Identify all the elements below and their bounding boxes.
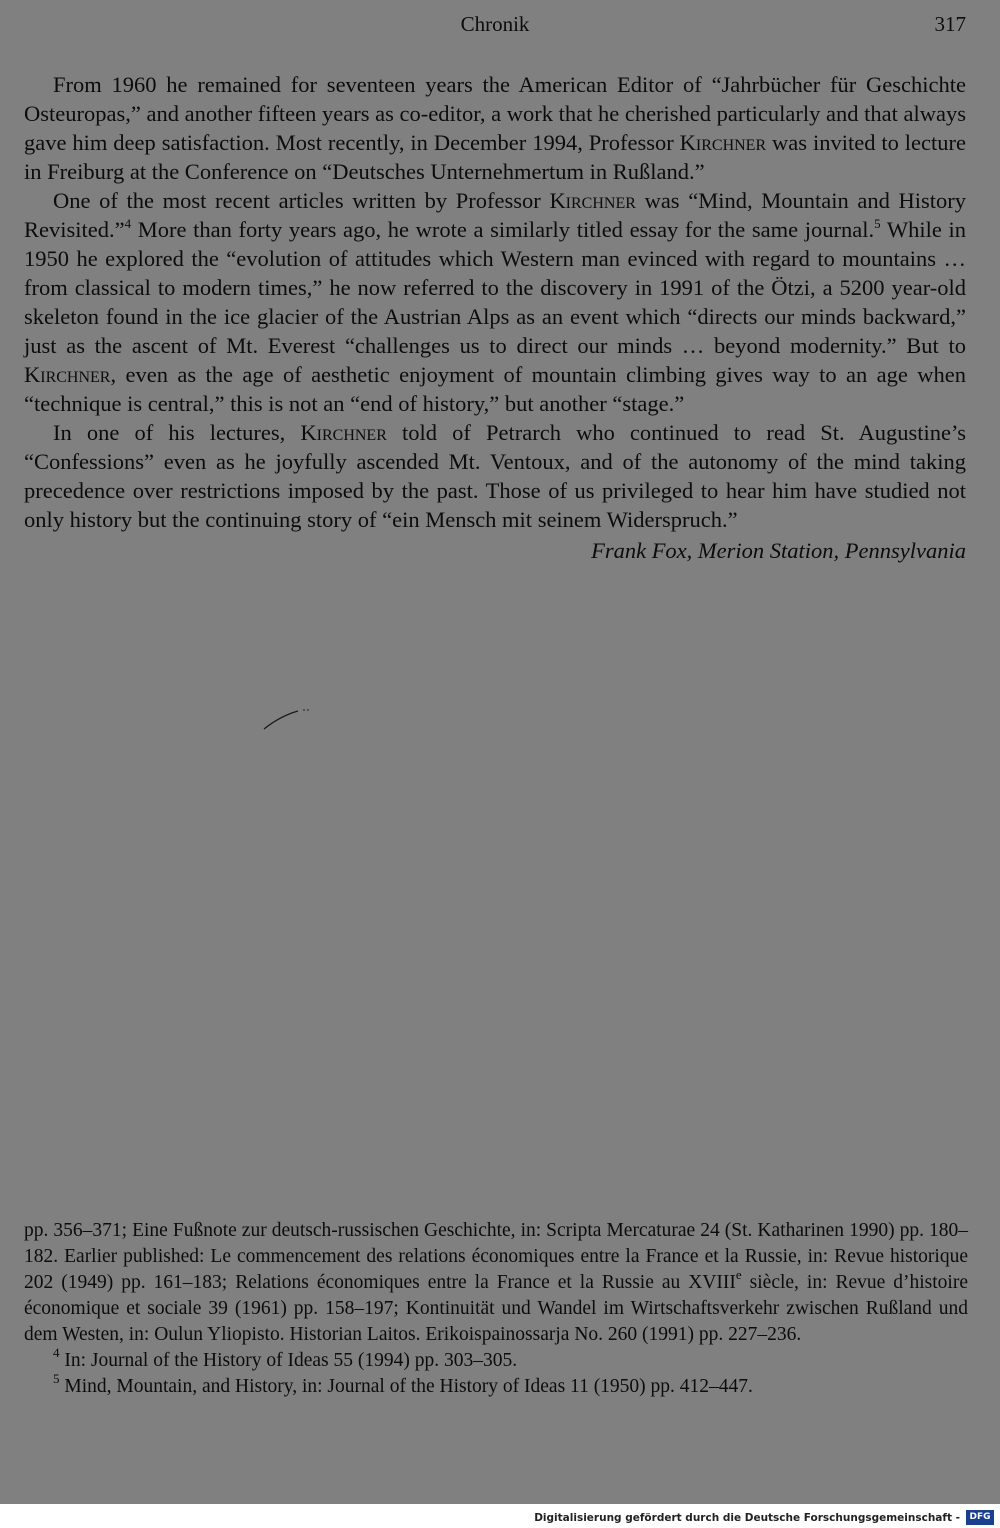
text-run: , even as the age of aesthetic enjoyment of mountain climbing gives way to an age when “technique is central,” this is not an “end of history,” but another “stage.”: [24, 362, 966, 416]
article-body: [24, 70, 966, 565]
running-head: Chronik: [460, 12, 530, 36]
page-header: [24, 12, 966, 42]
footer-bar: [0, 1504, 1000, 1528]
superscript: e: [735, 1267, 742, 1282]
footnote-text: In: Journal of the History of Ideas 55 (1994) pp. 303–305.: [59, 1350, 518, 1371]
author-name: Kirchner: [300, 420, 387, 445]
dfg-logo: DFG: [966, 1510, 994, 1525]
footnote-ref-4: 4: [124, 216, 132, 231]
footnote-ref-5: 5: [874, 216, 881, 231]
footnote-4: [24, 1345, 968, 1374]
text-run: While in 1950 he explored the “evolution of attitudes which Western man evinced with regard to mountains … from classical to modern times,” he now referred to the discovery in 1991 of the Ötzi, a 5200 year-old skeleton found in the ice glacier of the Austrian Alps as an event which “directs our minds backward,” just as the ascent of Mt. Everest “challenges us to direct our minds … beyond modernity.” But to: [24, 217, 966, 358]
signature: Frank Fox, Merion Station, Pennsylvania: [591, 538, 966, 563]
digitization-credit: Digitalisierung gefördert durch die Deutsche Forschungsgemeinschaft -: [534, 1512, 960, 1524]
text-run: pp. 356–371; Eine Fußnote zur deutsch-russischen Geschichte, in: Scripta Mercaturae 24 (St. Katharinen 1990) pp. 180–182. Earlier published: Le commencement des relations économiques entre la France et la Russie, in: Revue historique 202 (1949) pp. 161–183; Relations économiques entre la France et la Russie au XVIII: [24, 1220, 968, 1293]
footnote-marker: 5: [53, 1371, 60, 1386]
author-name: Kirchner: [24, 362, 111, 387]
text-run: One of the most recent articles written by Professor: [53, 188, 550, 213]
paragraph-3: [24, 418, 966, 534]
footnotes: [24, 1218, 968, 1400]
text-run: More than forty years ago, he wrote a similarly titled essay for the same journal.: [131, 217, 875, 242]
footnote-marker: 4: [53, 1345, 60, 1360]
author-name: Kirchner: [549, 188, 636, 213]
text-run: siècle, in: Revue d’histoire économique et sociale 39 (1961) pp. 158–197; Kontinuität und Wandel im Wirtschaftsverkehr zwischen Rußland und dem Westen, in: Oulun Yliopisto. Historian Laitos. Erikoispainossarja No. 260 (1991) pp. 227–236.: [24, 1272, 968, 1345]
text-run: From 1960 he remained for seventeen years the American Editor of “Jahrbücher für Geschichte Osteuropas,” and another fifteen years as co-editor, a work that he cherished particularly and that always gave him deep satisfaction. Most recently, in December 1994, Professor: [24, 72, 966, 155]
footnote-5: [24, 1371, 968, 1400]
text-run: told of Petrarch who continued to read St. Augustine’s “Confessions” even as he joyfully ascended Mt. Ventoux, and of the autonomy of the mind taking precedence over restrictions imposed by the past. Those of us privileged to hear him have studied not only history but the continuing story of “ein Mensch mit seinem Widerspruch.”: [24, 420, 966, 532]
paragraph-2: [24, 186, 966, 418]
text-run: was invited to lecture in Freiburg at the Conference on “Deutsches Unternehmertum in Rußland.”: [24, 130, 966, 184]
text-run: In one of his lectures,: [53, 420, 301, 445]
author-name: Kirchner: [679, 130, 767, 155]
text-run: was “Mind, Mountain and History Revisited.”: [24, 188, 966, 242]
stray-pen-mark: [262, 707, 312, 731]
paragraph-1: [24, 70, 966, 186]
page-number: 317: [934, 12, 966, 36]
footnote-text: Mind, Mountain, and History, in: Journal of the History of Ideas 11 (1950) pp. 412–447.: [59, 1376, 753, 1397]
footnote-continued: [24, 1218, 968, 1348]
